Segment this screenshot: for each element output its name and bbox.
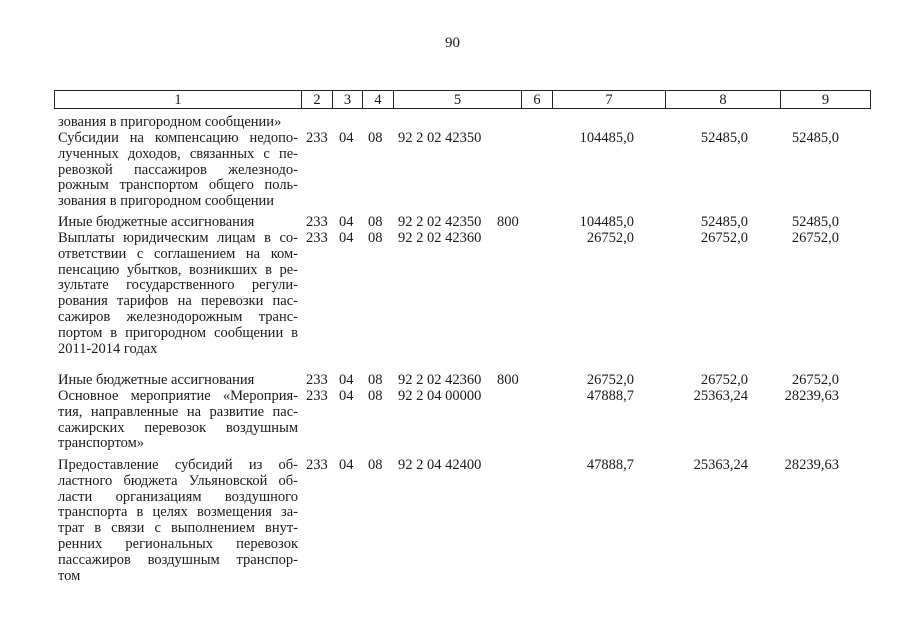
cell-amount-col7: 47888,7	[586, 388, 634, 404]
cell-amount-col9: 28239,63	[784, 388, 839, 404]
cell-amount-col8: 25363,24	[693, 457, 748, 473]
cell-target-article-code: 92 2 02 42360	[398, 372, 482, 388]
cell-subsection-code: 08	[368, 130, 383, 146]
description-line: 2011-2014 годах	[58, 340, 158, 357]
cell-section-code: 04	[339, 457, 354, 473]
cell-grbs-code: 233	[306, 457, 328, 473]
description-line: Субсидии на компенсацию недопо-	[58, 130, 298, 146]
row-description	[58, 373, 298, 389]
column-header-6: 6	[522, 91, 553, 109]
cell-amount-col8: 26752,0	[700, 372, 748, 388]
description-line: трат в связи с выполнением внут-	[58, 520, 298, 537]
row-description	[58, 131, 298, 210]
description-line: ласти организациям воздушного	[58, 488, 298, 505]
description-line: пенсацию убытков, возникших в ре-	[58, 261, 298, 278]
description-line: Иные бюджетные ассигнования	[58, 214, 255, 230]
cell-grbs-code: 233	[306, 214, 328, 230]
cell-amount-col9: 52485,0	[791, 214, 839, 230]
cell-section-code: 04	[339, 130, 354, 146]
description-line: Иные бюджетные ассигнования	[58, 372, 255, 388]
cell-amount-col7: 26752,0	[586, 230, 634, 246]
cell-section-code: 04	[339, 372, 354, 388]
row-description	[58, 231, 298, 357]
description-line: Основное мероприятие «Мероприя-	[58, 388, 298, 404]
cell-amount-col9: 26752,0	[791, 372, 839, 388]
cell-section-code: 04	[339, 230, 354, 246]
cell-section-code: 04	[339, 388, 354, 404]
description-line: зования в пригородном сообщении	[58, 193, 275, 210]
cell-grbs-code: 233	[306, 230, 328, 246]
cell-amount-col7: 104485,0	[579, 214, 634, 230]
row-description	[58, 215, 298, 231]
description-line: портом в пригородном сообщении в	[58, 324, 298, 341]
cell-target-article-code: 92 2 04 00000	[398, 388, 482, 404]
column-header-8: 8	[666, 91, 781, 109]
row-description	[58, 458, 298, 584]
description-line: ревозкой пассажиров железнодо-	[58, 161, 298, 178]
cell-expense-type-code: 800	[497, 214, 519, 230]
cell-target-article-code: 92 2 04 42400	[398, 457, 482, 473]
cell-expense-type-code: 800	[497, 372, 519, 388]
description-line: тия, направленные на развитие пас-	[58, 403, 298, 420]
cell-amount-col7: 47888,7	[586, 457, 634, 473]
description-line: ластного бюджета Ульяновской об-	[58, 472, 298, 489]
cell-amount-col8: 26752,0	[700, 230, 748, 246]
cell-subsection-code: 08	[368, 388, 383, 404]
column-header-5: 5	[394, 91, 522, 109]
cell-amount-col8: 25363,24	[693, 388, 748, 404]
description-line: транспорта в целях возмещения за-	[58, 504, 298, 521]
description-line: рожным транспортом общего поль-	[58, 177, 298, 194]
cell-grbs-code: 233	[306, 388, 328, 404]
cell-amount-col7: 26752,0	[586, 372, 634, 388]
description-line: лученных доходов, связанных с пе-	[58, 145, 298, 162]
cell-section-code: 04	[339, 214, 354, 230]
cell-amount-col8: 52485,0	[700, 130, 748, 146]
description-line: рования тарифов на перевозки пас-	[58, 293, 298, 310]
description-line: Выплаты юридическим лицам в со-	[58, 230, 298, 246]
cell-amount-col7: 104485,0	[579, 130, 634, 146]
cell-grbs-code: 233	[306, 372, 328, 388]
column-header-3: 3	[333, 91, 363, 109]
column-header-7: 7	[553, 91, 666, 109]
row-description	[58, 389, 298, 452]
description-line: зультате государственного регули-	[58, 277, 298, 294]
row-description	[58, 115, 298, 131]
cell-target-article-code: 92 2 02 42350	[398, 130, 482, 146]
column-header-table	[54, 90, 871, 109]
column-header-1: 1	[55, 91, 302, 109]
description-line: том	[58, 567, 81, 584]
page-number: 90	[445, 35, 460, 51]
description-line: сажиров железнодорожным транс-	[58, 308, 298, 325]
description-line: пассажиров воздушным транспор-	[58, 551, 298, 568]
column-header-2: 2	[302, 91, 333, 109]
description-line: сажирских перевозок воздушным	[58, 419, 298, 436]
cell-subsection-code: 08	[368, 372, 383, 388]
cell-amount-col9: 26752,0	[791, 230, 839, 246]
cell-amount-col9: 52485,0	[791, 130, 839, 146]
cell-amount-col9: 28239,63	[784, 457, 839, 473]
column-header-row	[55, 91, 871, 109]
description-line: ренних региональных перевозок	[58, 535, 298, 552]
description-line: ответствии с соглашением на ком-	[58, 245, 298, 262]
description-line: транспортом»	[58, 435, 145, 452]
cell-subsection-code: 08	[368, 230, 383, 246]
description-line: зования в пригородном сообщении»	[58, 114, 282, 130]
cell-target-article-code: 92 2 02 42360	[398, 230, 482, 246]
cell-subsection-code: 08	[368, 457, 383, 473]
description-line: Предоставление субсидий из об-	[58, 457, 298, 473]
column-header-4: 4	[363, 91, 394, 109]
column-header-9: 9	[781, 91, 871, 109]
cell-subsection-code: 08	[368, 214, 383, 230]
cell-grbs-code: 233	[306, 130, 328, 146]
cell-amount-col8: 52485,0	[700, 214, 748, 230]
cell-target-article-code: 92 2 02 42350	[398, 214, 482, 230]
